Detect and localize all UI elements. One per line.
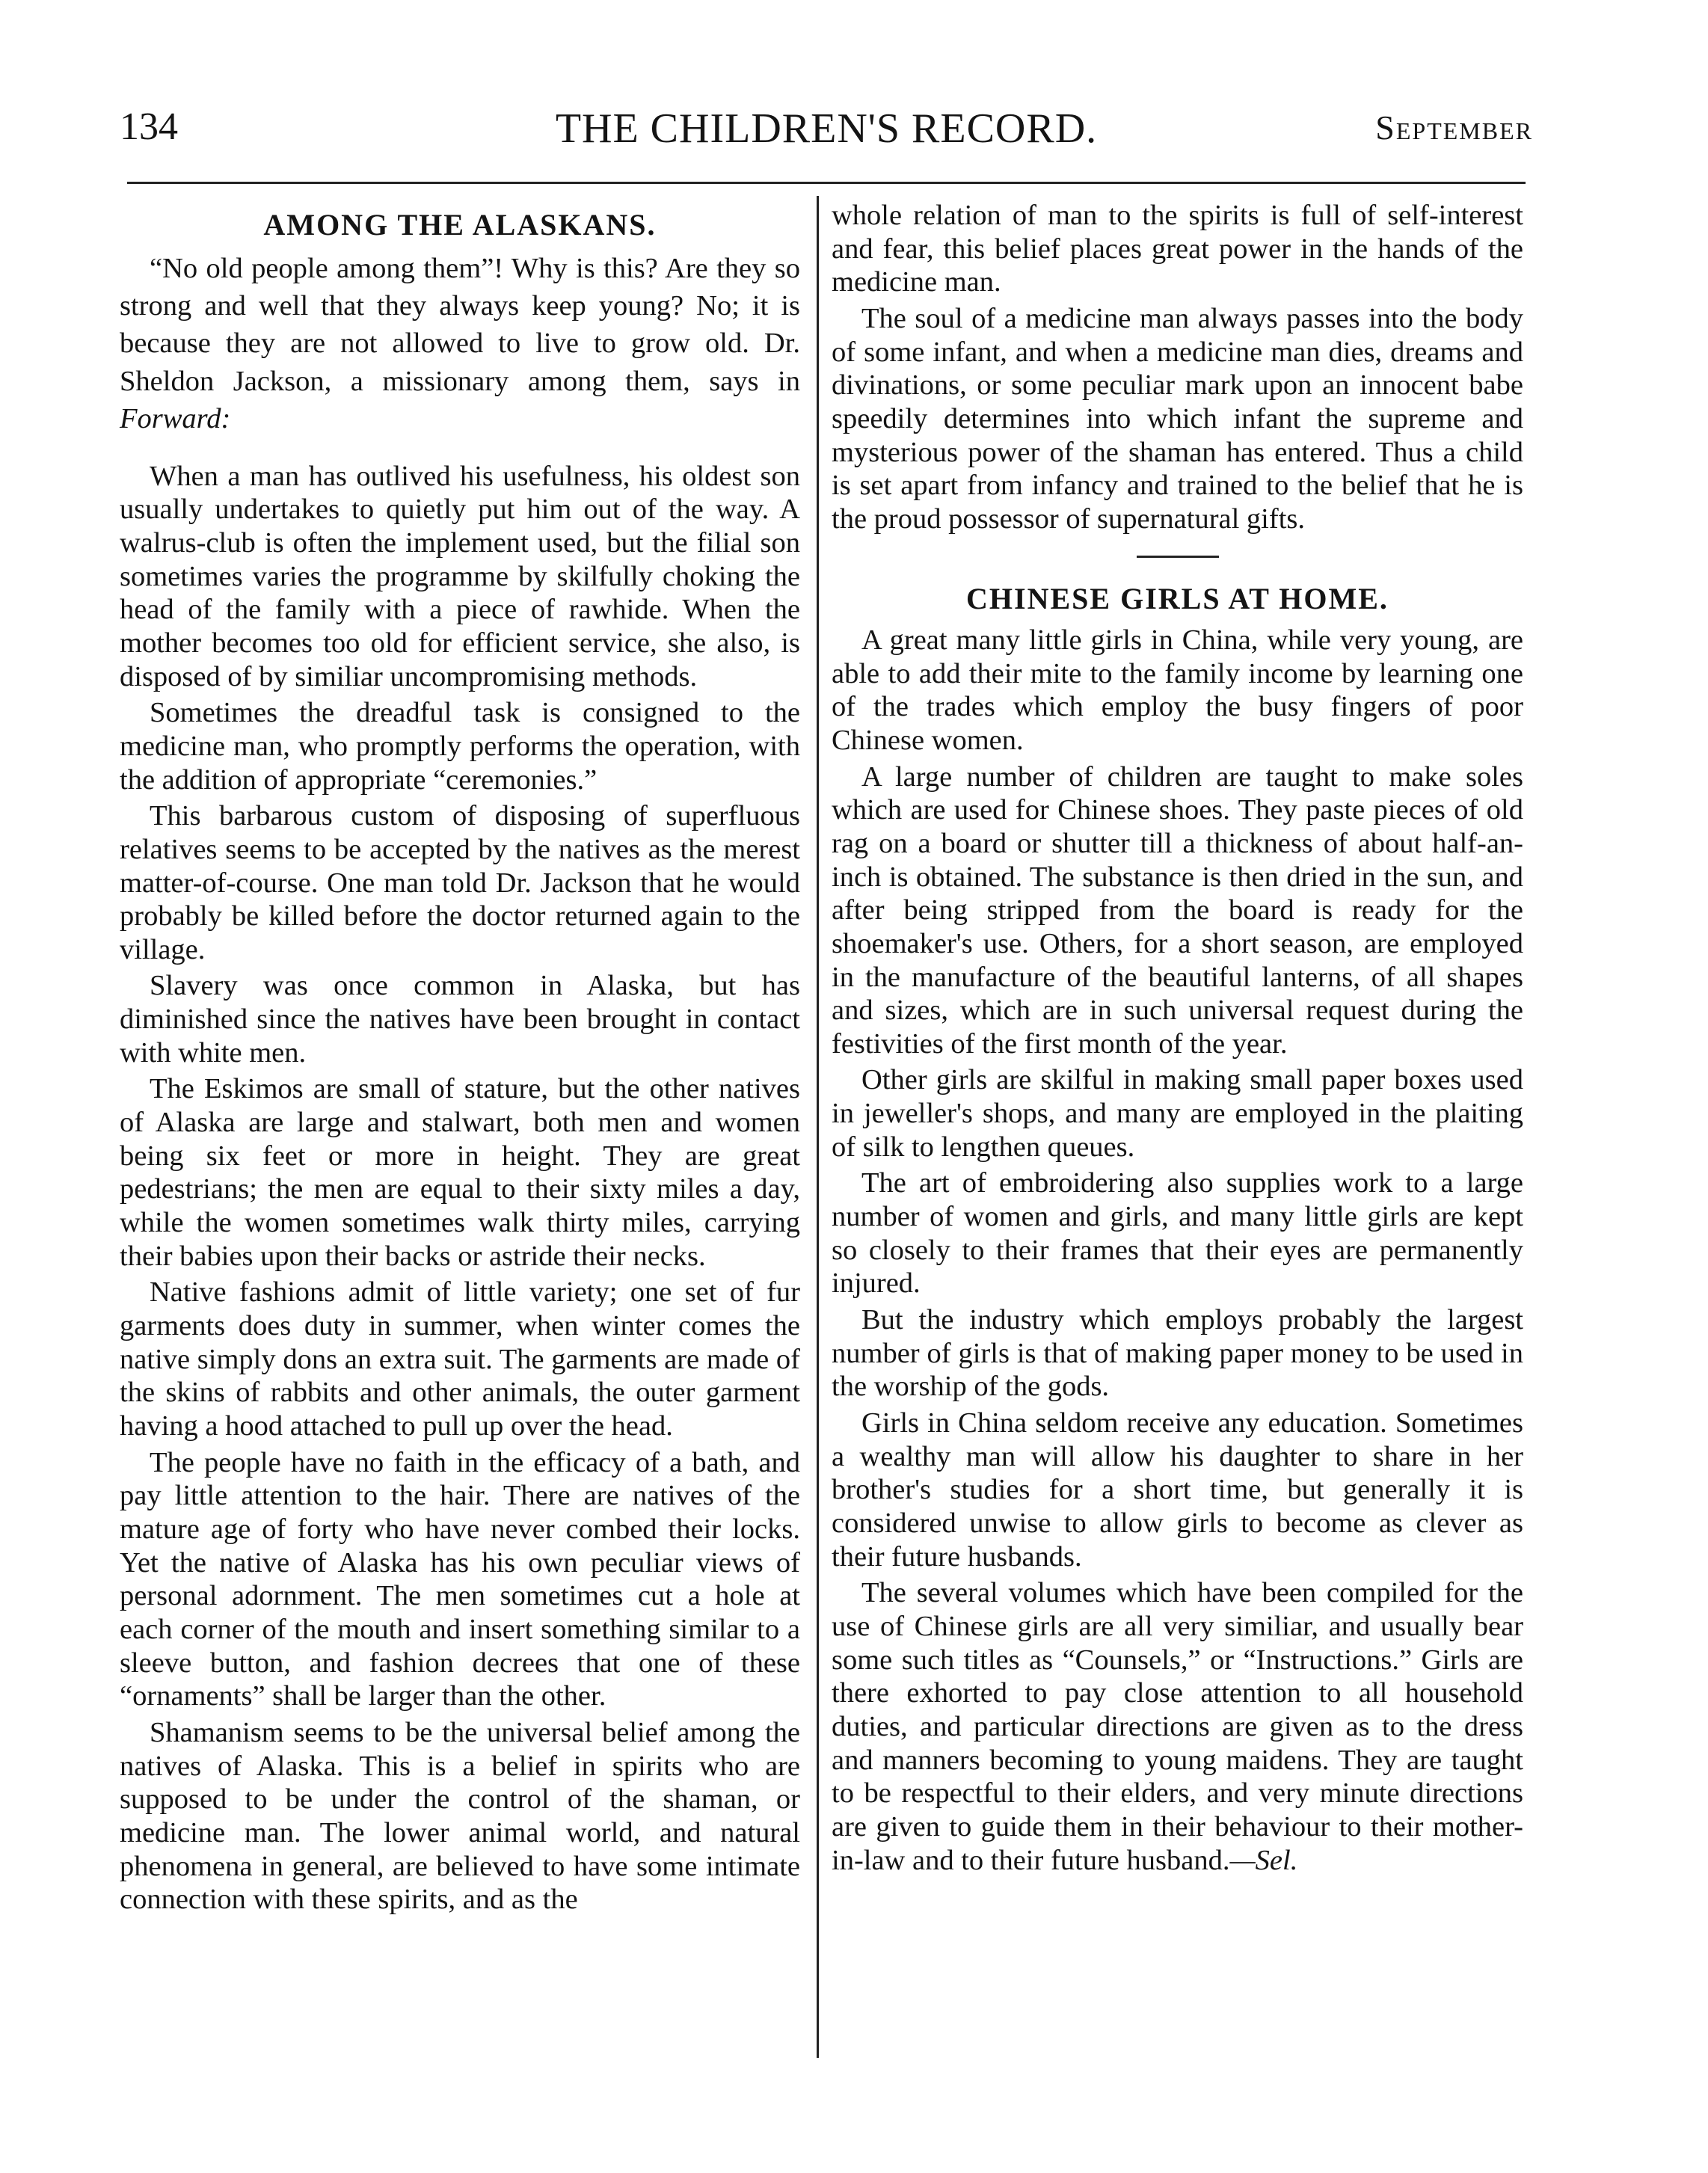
paragraph: Native fashions admit of little variety; one set of fur garments does duty in summer, when winter comes the native simply dons an extra suit. The garments are made of the skins of rabbits and other animals, the outer garment having a hood attached to pull up over the head. xyxy=(120,1276,800,1442)
publication-title: THE CHILDREN'S RECORD. xyxy=(555,105,1098,152)
paragraph: The art of embroidering also supplies work to a large number of women and girls, and many little girls are kept so closely to their frames that their eyes are permanently injured. xyxy=(832,1167,1523,1300)
article-title-chinese-girls: CHINESE GIRLS AT HOME. xyxy=(966,581,1389,615)
paragraph: A large number of children are taught to make soles which are used for Chinese shoes. They paste pieces of old rag on a board or shutter till a thickness of about half-an-inch is obtained. The substance is then dried in the sun, and after being stripped from the board is ready for the shoemaker's use. Others, for a short season, are employed in the manufacture of the beautiful lanterns, of all shapes and sizes, which are in such universal request during the festivities of the first month of the year. xyxy=(832,760,1523,1060)
paragraph: Other girls are skilful in making small paper boxes used in jeweller's shops, and many are employed in the plaiting of silk to lengthen queues. xyxy=(832,1064,1523,1163)
right-column xyxy=(832,199,1523,1880)
signature: —Sel. xyxy=(1229,1844,1298,1876)
article-title-alaskans: AMONG THE ALASKANS. xyxy=(263,208,657,242)
paragraph-final: The several volumes which have been compiled for the use of Chinese girls are all very similiar, and usually bear some such titles as “Counsels,” or “Instructions.” Girls are there exhorted to pay close attention to all household duties, and particular directions are given as to the dress and manners becoming to young maidens. They are taught to be respectful to their elders, and very minute directions are given to guide them in their behaviour to their mother-in-law and to their future husband.—Sel. xyxy=(832,1577,1523,1876)
source-citation: Forward: xyxy=(120,402,231,434)
paragraph: A great many little girls in China, while very young, are able to add their mite to the family income by learning one of the trades which employ the busy fingers of poor Chinese women. xyxy=(832,624,1523,756)
paragraph: Sometimes the dreadful task is consigned to the medicine man, who promptly performs the operation, with the addition of appropriate “ceremonies.” xyxy=(120,697,800,796)
paragraph: The soul of a medicine man always passes into the body of some infant, and when a medicine man dies, dreams and divinations, or some peculiar mark upon an innocent babe speedily determines into which infant the supreme and mysterious power of the shaman has entered. Thus a child is set apart from infancy and trained to the belief that he is the proud possessor of supernatural gifts. xyxy=(832,302,1523,535)
column-divider xyxy=(817,196,819,2058)
paragraph: Slavery was once common in Alaska, but has diminished since the natives have been brought in contact with white men. xyxy=(120,970,800,1069)
paragraph: But the industry which employs probably the largest number of girls is that of making paper money to be used in the worship of the gods. xyxy=(832,1304,1523,1403)
article-intro: “No old people among them”! Why is this? Are they so strong and well that they always keep young? No; it is because they are not allowed to live to grow old. Dr. Sheldon Jackson, a missionary among them, says in Forward: xyxy=(120,253,800,434)
header-rule xyxy=(127,182,1526,184)
paragraph: Girls in China seldom receive any education. Sometimes a wealthy man will allow his daughter to share in her brother's studies for a short time, but generally it is considered unwise to allow girls to become as clever as their future husbands. xyxy=(832,1407,1523,1573)
page-number: 134 xyxy=(120,105,178,148)
left-column xyxy=(120,202,800,1920)
paragraph: The Eskimos are small of stature, but the other natives of Alaska are large and stalwart, both men and women being six feet or more in height. They are great pedestrians; the men are equal to their sixty miles a day, while the women sometimes walk thirty miles, carrying their babies upon their backs or astride their necks. xyxy=(120,1073,800,1272)
paragraph: The people have no faith in the efficacy of a bath, and pay little attention to the hair. There are natives of the mature age of forty who have never combed their locks. Yet the native of Alaska has his own peculiar views of personal adornment. The men sometimes cut a hole at each corner of the mouth and insert something similar to a sleeve button, and fashion decrees that one of these “ornaments” shall be larger than the other. xyxy=(120,1446,800,1712)
paragraph: When a man has outlived his usefulness, his oldest son usually undertakes to quietly put him out of the way. A walrus-club is often the implement used, but the filial son sometimes varies the programme by skilfully choking the head of the family with a piece of rawhide. When the mother becomes too old for efficient service, she also, is disposed of by similiar uncompromising methods. xyxy=(120,460,800,692)
issue-month: September xyxy=(1375,108,1533,147)
article-separator xyxy=(1137,556,1219,558)
paragraph: This barbarous custom of disposing of superfluous relatives seems to be accepted by the natives as the merest matter-of-course. One man told Dr. Jackson that he would probably be killed before the doctor returned again to the village. xyxy=(120,800,800,965)
paragraph: Shamanism seems to be the universal belief among the natives of Alaska. This is a belief in spirits who are supposed to be under the control of the shaman, or medicine man. The lower animal world, and natural phenomena in general, are believed to have some intimate connection with these spirits, and as the xyxy=(120,1716,800,1916)
paragraph-continued: whole relation of man to the spirits is full of self-interest and fear, this belief places great power in the hands of the medicine man. xyxy=(832,200,1523,298)
page-header xyxy=(120,105,1533,157)
